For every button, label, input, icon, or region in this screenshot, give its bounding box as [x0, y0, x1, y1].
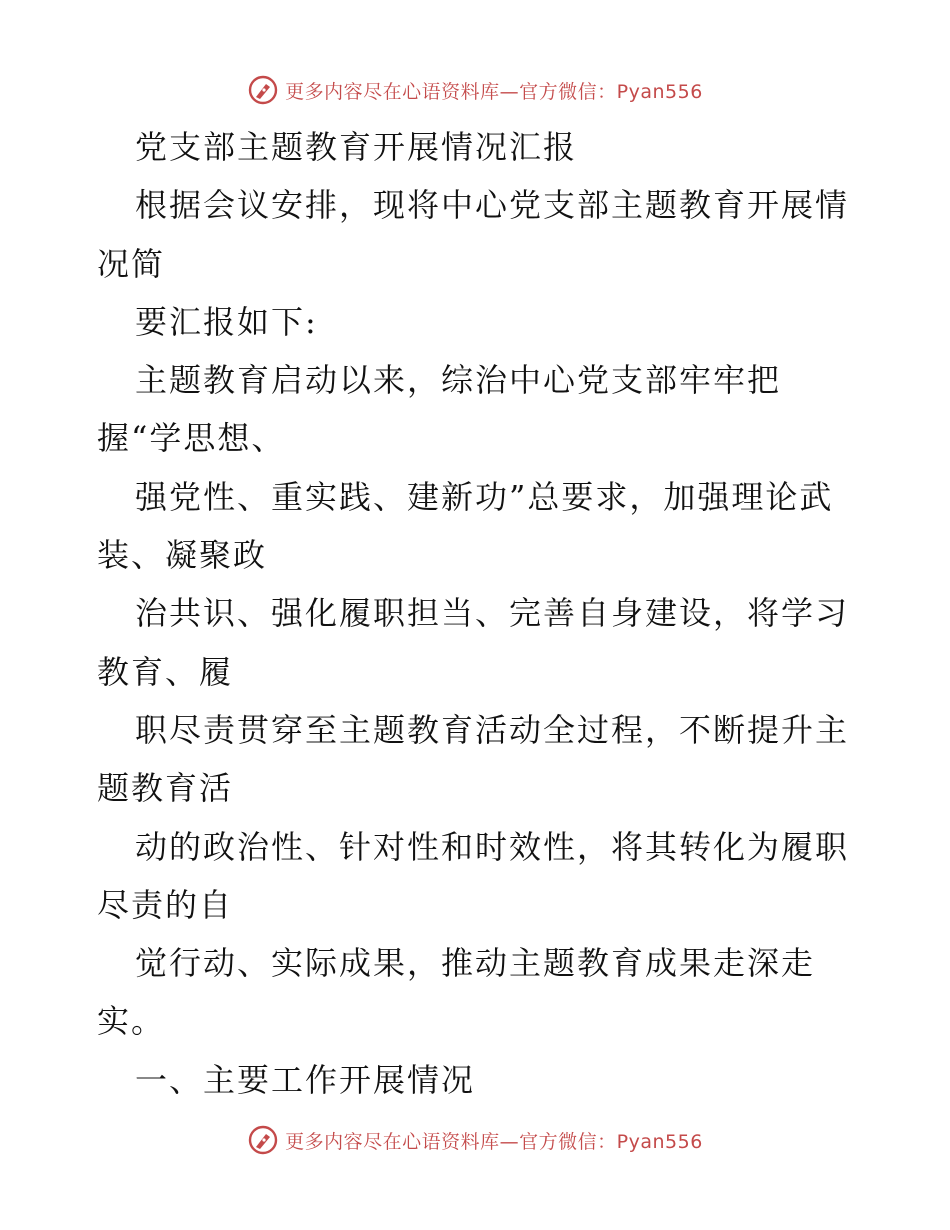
- text-line: 尽责的自: [97, 885, 234, 924]
- pen-nib-circle-icon: [247, 1124, 279, 1156]
- text-line: 主题教育启动以来，综治中心党支部牢牢把: [135, 361, 782, 400]
- text-line: 职尽责贯穿至主题教育活动全过程，不断提升主: [135, 710, 850, 749]
- text-line: 况简: [97, 244, 166, 283]
- document-body: [97, 118, 857, 1109]
- text-line: 党支部主题教育开展情况汇报: [135, 128, 578, 166]
- text-line: 握“学思想、: [97, 419, 286, 458]
- text-line: 治共识、强化履职担当、完善自身建设，将学习: [135, 594, 850, 633]
- text-line: 根据会议安排，现将中心党支部主题教育开展情: [135, 186, 850, 225]
- header-watermark: [0, 70, 950, 110]
- text-line: 动的政治性、针对性和时效性，将其转化为履职: [135, 827, 850, 866]
- text-line: 教育、履: [97, 652, 234, 691]
- text-line: 一、主要工作开展情况: [135, 1060, 476, 1099]
- pen-nib-circle-icon: [247, 74, 279, 106]
- watermark-text: 更多内容尽在心语资料库—官方微信：Pyan556: [285, 80, 703, 103]
- text-line: 觉行动、实际成果，推动主题教育成果走深走: [135, 944, 816, 983]
- footer-watermark: [0, 1120, 950, 1160]
- text-line: 要汇报如下:: [135, 302, 318, 341]
- text-line: 题教育活: [97, 769, 234, 808]
- text-line: 强党性、重实践、建新功”总要求，加强理论武: [135, 477, 834, 516]
- text-line: 实。: [97, 1002, 166, 1041]
- text-line: 装、凝聚政: [97, 536, 268, 575]
- watermark-text: 更多内容尽在心语资料库—官方微信：Pyan556: [285, 1130, 703, 1153]
